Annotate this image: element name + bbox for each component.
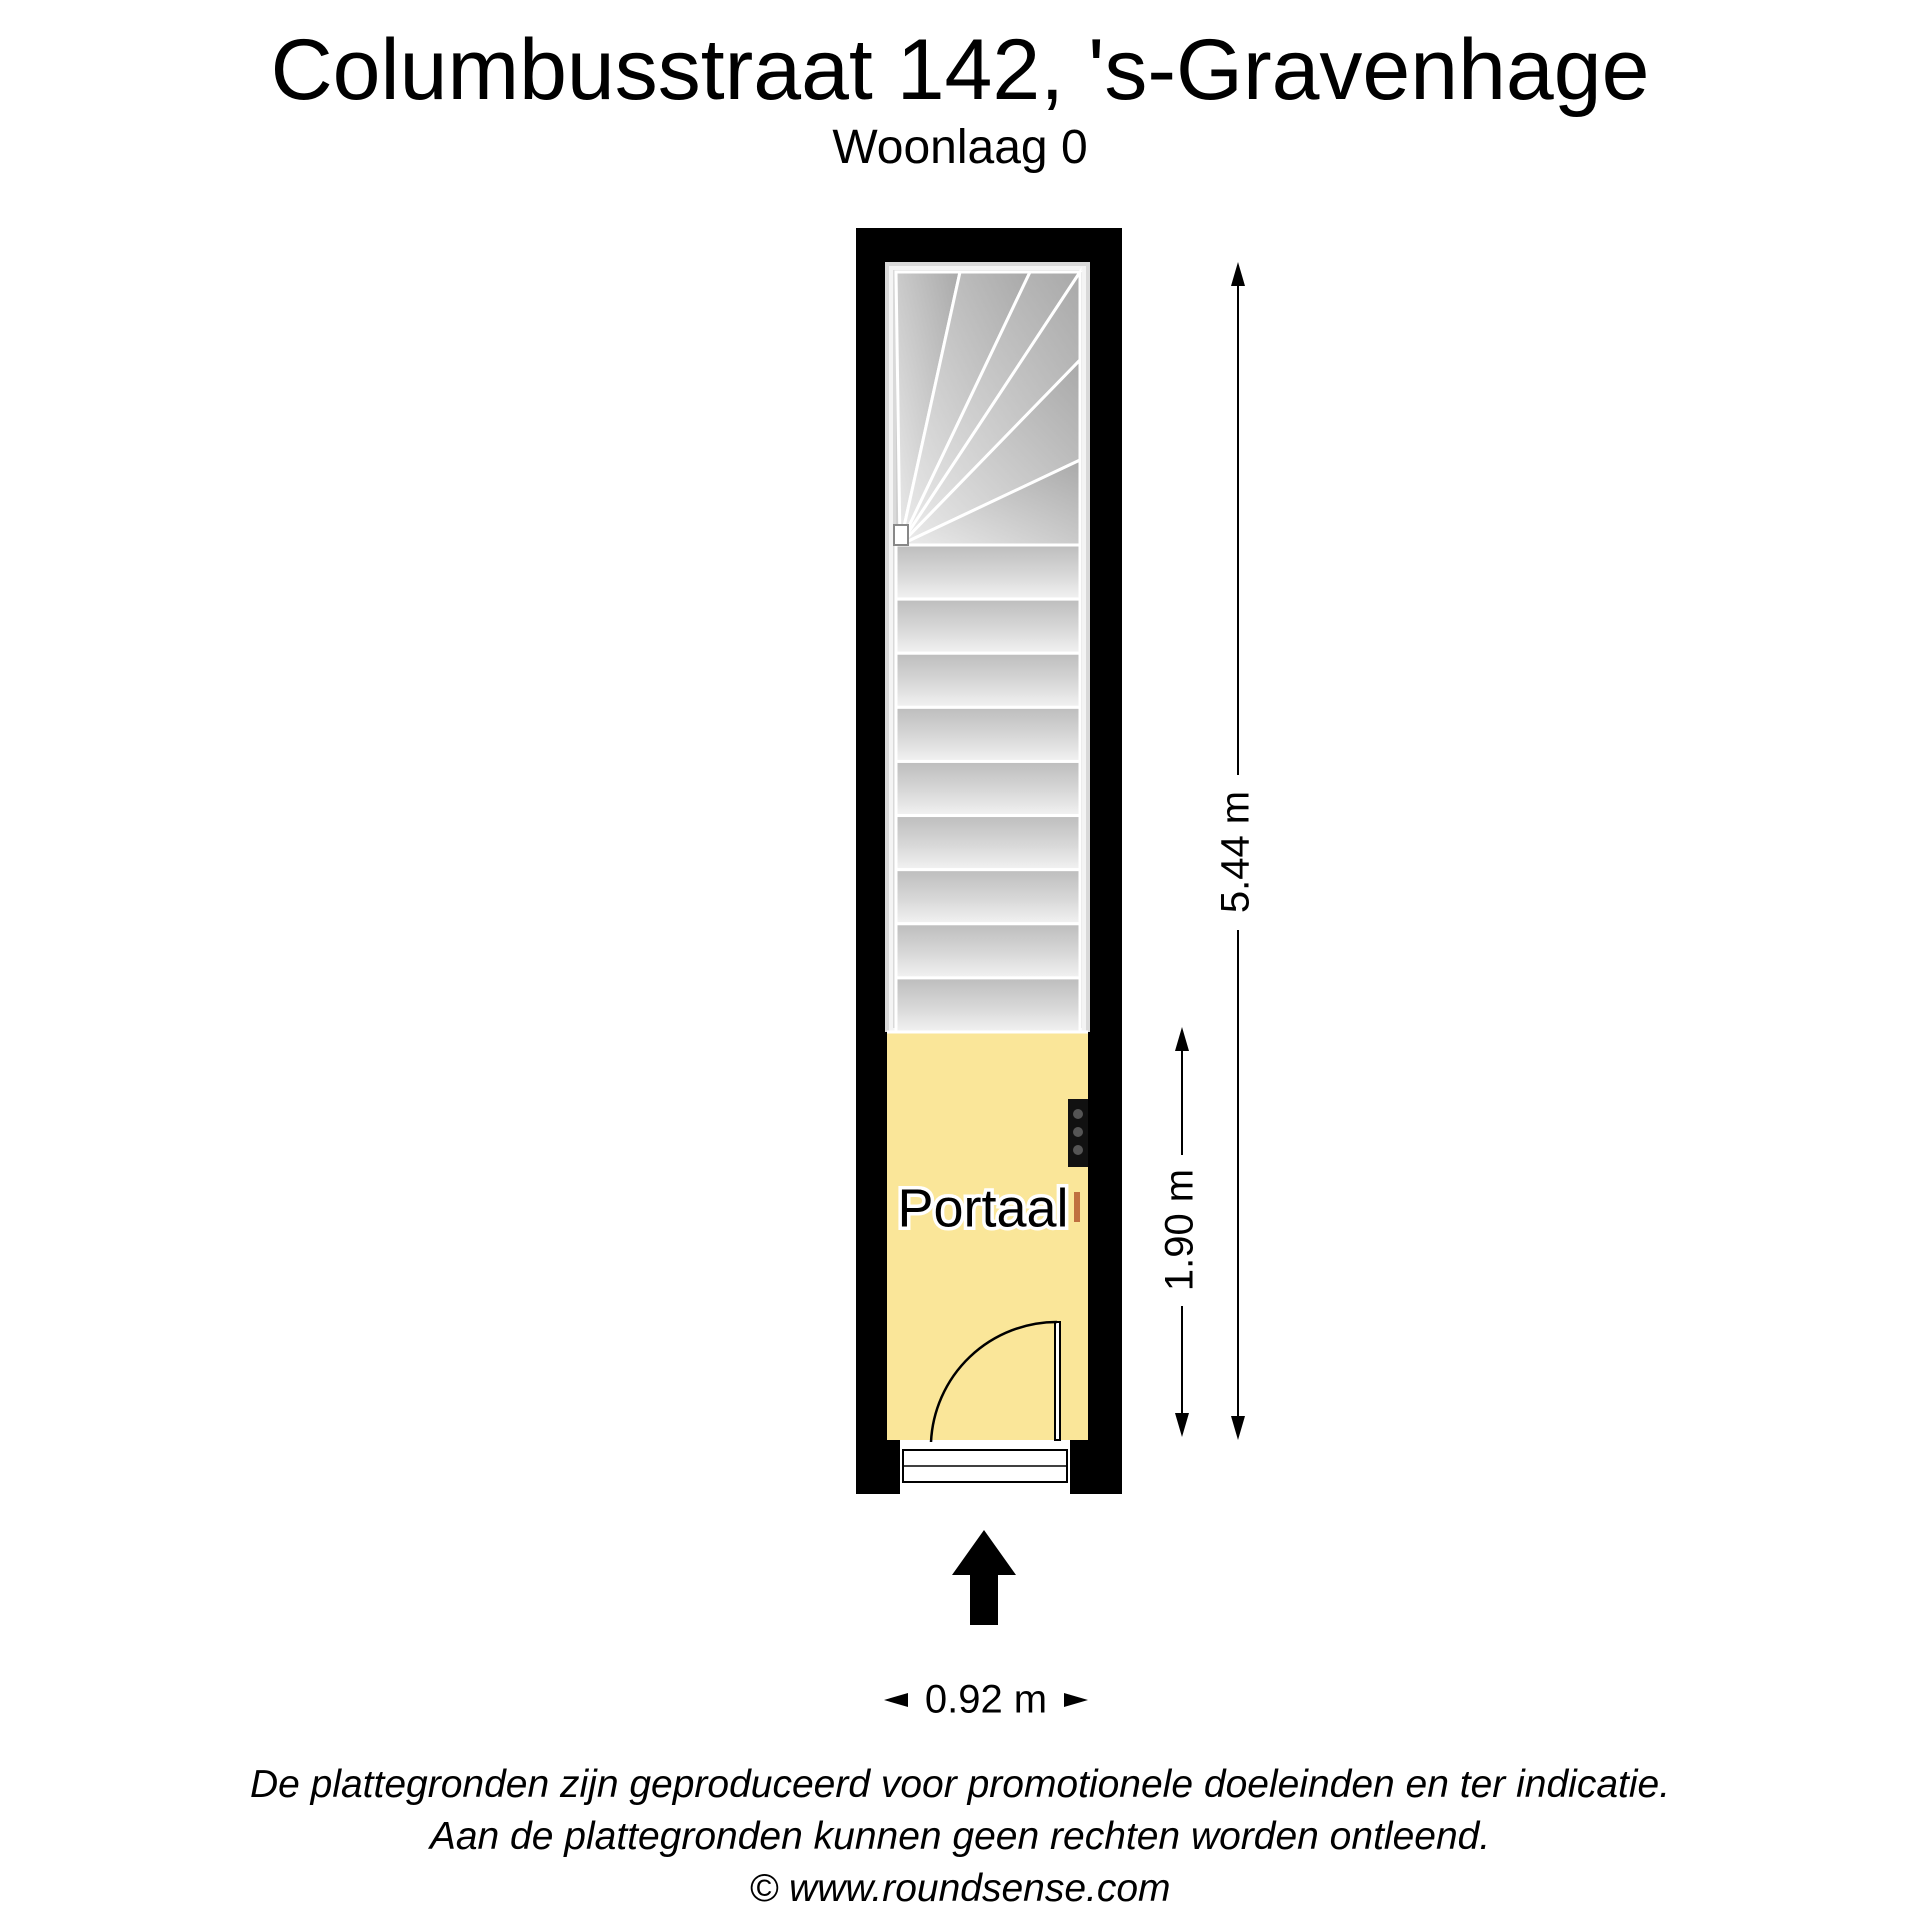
stair-step	[896, 707, 1080, 761]
disclaimer-line-2: Aan de plattegronden kunnen geen rechten worden ontleend.	[429, 1815, 1491, 1858]
entrance-arrow-icon	[952, 1530, 1016, 1625]
straight-steps	[896, 545, 1080, 1032]
stair-step	[896, 653, 1080, 707]
stair-step	[896, 924, 1080, 978]
stair-step	[896, 816, 1080, 870]
stair-step	[896, 545, 1080, 599]
floor-subtitle: Woonlaag 0	[832, 121, 1088, 174]
copyright-text: © www.roundsense.com	[749, 1867, 1171, 1910]
stair-step	[896, 599, 1080, 653]
newel-post	[894, 525, 908, 545]
dimension-portaal-height	[1158, 1027, 1202, 1437]
radiator	[1074, 1192, 1080, 1222]
winder-steps	[896, 272, 1080, 545]
room-label-portaal: Portaal	[897, 1178, 1069, 1239]
dimension-label-portaal-height: 1.90 m	[1157, 1168, 1202, 1292]
dimension-label-total-height: 5.44 m	[1213, 790, 1258, 914]
page-title: Columbusstraat 142, 's-Gravenhage	[270, 22, 1650, 118]
stair-step	[896, 870, 1080, 924]
dimension-width	[884, 1678, 1088, 1722]
dimension-label-width: 0.92 m	[924, 1677, 1048, 1722]
disclaimer-line-1: De plattegronden zijn geproduceerd voor promotionele doeleinden en ter indicatie.	[249, 1763, 1671, 1806]
stair-step	[896, 978, 1080, 1032]
door-leaf	[1055, 1322, 1060, 1440]
stair-step	[896, 761, 1080, 815]
dimension-total-height	[1214, 262, 1258, 1440]
meter-cabinet	[1068, 1099, 1088, 1167]
